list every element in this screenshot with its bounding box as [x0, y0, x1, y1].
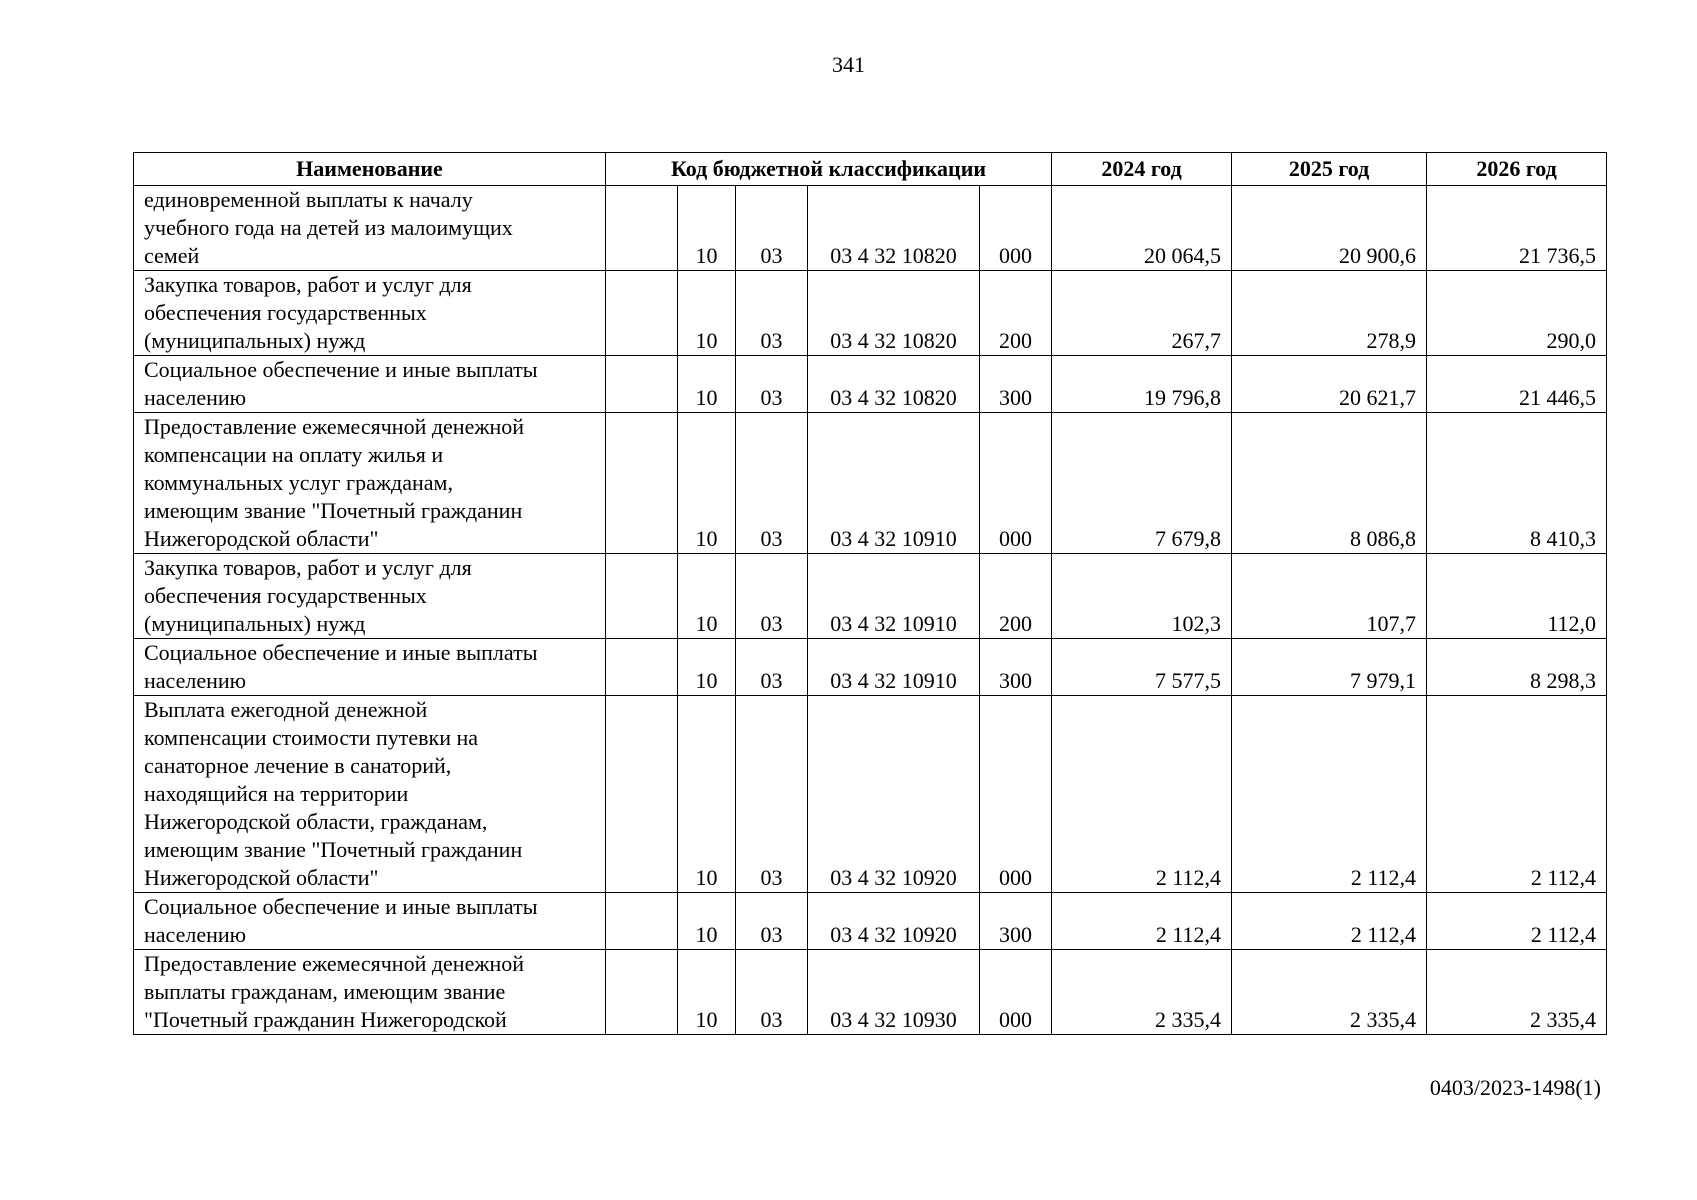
subsection-code: 03 — [736, 554, 808, 639]
amount-2026: 2 112,4 — [1427, 893, 1607, 950]
empty-cell — [606, 696, 678, 893]
row-name-line: Предоставление ежемесячной денежной — [144, 414, 525, 439]
document-code: 0403/2023-1498(1) — [1429, 1075, 1601, 1100]
expense-type-code: 000 — [980, 696, 1052, 893]
row-name-line: единовременной выплаты к началу — [144, 187, 473, 212]
amount-2025: 2 112,4 — [1232, 893, 1427, 950]
table-row — [134, 413, 1607, 554]
row-name-line: обеспечения государственных — [144, 300, 427, 325]
empty-cell — [606, 950, 678, 1035]
row-name-line: населению — [144, 922, 247, 947]
amount-2024: 7 679,8 — [1052, 413, 1232, 554]
row-name-line: имеющим звание "Почетный гражданин — [144, 837, 523, 862]
section-code: 10 — [678, 950, 736, 1035]
section-code: 10 — [678, 271, 736, 356]
expense-type-code: 300 — [980, 639, 1052, 696]
row-name — [134, 413, 606, 554]
row-name-line: (муниципальных) нужд — [144, 611, 366, 636]
row-name-line: санаторное лечение в санаторий, — [144, 753, 452, 778]
table-row — [134, 639, 1607, 696]
empty-cell — [606, 186, 678, 271]
amount-2024: 20 064,5 — [1052, 186, 1232, 271]
amount-2025: 2 112,4 — [1232, 696, 1427, 893]
subsection-code: 03 — [736, 413, 808, 554]
row-name-line: (муниципальных) нужд — [144, 328, 366, 353]
subsection-code: 03 — [736, 893, 808, 950]
row-name-line: "Почетный гражданин Нижегородской — [144, 1007, 507, 1032]
row-name-line: Закупка товаров, работ и услуг для — [144, 555, 472, 580]
row-name-line: обеспечения государственных — [144, 583, 427, 608]
target-article-code: 03 4 32 10910 — [808, 554, 980, 639]
row-name — [134, 696, 606, 893]
expense-type-code: 000 — [980, 950, 1052, 1035]
row-name-line: компенсации на оплату жилья и — [144, 442, 444, 467]
amount-2026: 21 446,5 — [1427, 356, 1607, 413]
amount-2024: 19 796,8 — [1052, 356, 1232, 413]
expense-type-code: 200 — [980, 554, 1052, 639]
row-name — [134, 554, 606, 639]
target-article-code: 03 4 32 10820 — [808, 271, 980, 356]
target-article-code: 03 4 32 10910 — [808, 639, 980, 696]
subsection-code: 03 — [736, 696, 808, 893]
section-code: 10 — [678, 356, 736, 413]
expense-type-code: 300 — [980, 893, 1052, 950]
amount-2024: 267,7 — [1052, 271, 1232, 356]
subsection-code: 03 — [736, 639, 808, 696]
amount-2024: 2 335,4 — [1052, 950, 1232, 1035]
amount-2024: 2 112,4 — [1052, 893, 1232, 950]
row-name-line: населению — [144, 385, 247, 410]
section-code: 10 — [678, 186, 736, 271]
row-name-line: Социальное обеспечение и иные выплаты — [144, 894, 538, 919]
empty-cell — [606, 639, 678, 696]
row-name — [134, 950, 606, 1035]
row-name — [134, 893, 606, 950]
row-name — [134, 271, 606, 356]
target-article-code: 03 4 32 10820 — [808, 186, 980, 271]
row-name-line: Закупка товаров, работ и услуг для — [144, 272, 472, 297]
amount-2025: 2 335,4 — [1232, 950, 1427, 1035]
amount-2025: 20 900,6 — [1232, 186, 1427, 271]
empty-cell — [606, 271, 678, 356]
amount-2026: 21 736,5 — [1427, 186, 1607, 271]
table-body — [134, 186, 1607, 1035]
row-name-line: Выплата ежегодной денежной — [144, 697, 428, 722]
row-name-line: семей — [144, 243, 200, 268]
table-row — [134, 950, 1607, 1035]
row-name-line: выплаты гражданам, имеющим звание — [144, 979, 506, 1004]
section-code: 10 — [678, 893, 736, 950]
table-row — [134, 271, 1607, 356]
page-number: 341 — [832, 52, 865, 77]
expense-type-code: 000 — [980, 186, 1052, 271]
row-name — [134, 356, 606, 413]
empty-cell — [606, 413, 678, 554]
table-row — [134, 356, 1607, 413]
subsection-code: 03 — [736, 271, 808, 356]
expense-type-code: 300 — [980, 356, 1052, 413]
target-article-code: 03 4 32 10930 — [808, 950, 980, 1035]
amount-2025: 107,7 — [1232, 554, 1427, 639]
expense-type-code: 200 — [980, 271, 1052, 356]
table-row — [134, 893, 1607, 950]
amount-2026: 112,0 — [1427, 554, 1607, 639]
header-2025: 2025 год — [1232, 153, 1427, 186]
subsection-code: 03 — [736, 356, 808, 413]
row-name-line: Нижегородской области, гражданам, — [144, 809, 488, 834]
expense-type-code: 000 — [980, 413, 1052, 554]
row-name-line: коммунальных услуг гражданам, — [144, 470, 453, 495]
amount-2025: 7 979,1 — [1232, 639, 1427, 696]
header-2024: 2024 год — [1052, 153, 1232, 186]
row-name-line: учебного года на детей из малоимущих — [144, 215, 513, 240]
row-name-line: Социальное обеспечение и иные выплаты — [144, 357, 538, 382]
amount-2026: 2 112,4 — [1427, 696, 1607, 893]
empty-cell — [606, 356, 678, 413]
row-name — [134, 639, 606, 696]
section-code: 10 — [678, 639, 736, 696]
target-article-code: 03 4 32 10820 — [808, 356, 980, 413]
header-2026: 2026 год — [1427, 153, 1607, 186]
row-name-line: находящийся на территории — [144, 781, 409, 806]
section-code: 10 — [678, 554, 736, 639]
amount-2026: 2 335,4 — [1427, 950, 1607, 1035]
amount-2026: 8 298,3 — [1427, 639, 1607, 696]
target-article-code: 03 4 32 10920 — [808, 893, 980, 950]
row-name-line: Нижегородской области" — [144, 526, 379, 551]
amount-2026: 8 410,3 — [1427, 413, 1607, 554]
empty-cell — [606, 893, 678, 950]
subsection-code: 03 — [736, 186, 808, 271]
table-row — [134, 554, 1607, 639]
row-name-line: населению — [144, 668, 247, 693]
header-classification-code: Код бюджетной классификации — [606, 153, 1052, 186]
row-name-line: компенсации стоимости путевки на — [144, 725, 479, 750]
amount-2024: 7 577,5 — [1052, 639, 1232, 696]
row-name-line: имеющим звание "Почетный гражданин — [144, 498, 523, 523]
table-row — [134, 186, 1607, 271]
amount-2025: 8 086,8 — [1232, 413, 1427, 554]
row-name-line: Нижегородской области" — [144, 865, 379, 890]
row-name-line: Социальное обеспечение и иные выплаты — [144, 640, 538, 665]
section-code: 10 — [678, 413, 736, 554]
target-article-code: 03 4 32 10920 — [808, 696, 980, 893]
amount-2024: 102,3 — [1052, 554, 1232, 639]
row-name-line: Предоставление ежемесячной денежной — [144, 951, 525, 976]
empty-cell — [606, 554, 678, 639]
row-name — [134, 186, 606, 271]
amount-2025: 20 621,7 — [1232, 356, 1427, 413]
amount-2025: 278,9 — [1232, 271, 1427, 356]
table-row — [134, 696, 1607, 893]
amount-2024: 2 112,4 — [1052, 696, 1232, 893]
budget-table — [133, 152, 1607, 1035]
amount-2026: 290,0 — [1427, 271, 1607, 356]
header-name: Наименование — [134, 153, 606, 186]
target-article-code: 03 4 32 10910 — [808, 413, 980, 554]
table-header-row — [134, 153, 1607, 186]
section-code: 10 — [678, 696, 736, 893]
subsection-code: 03 — [736, 950, 808, 1035]
